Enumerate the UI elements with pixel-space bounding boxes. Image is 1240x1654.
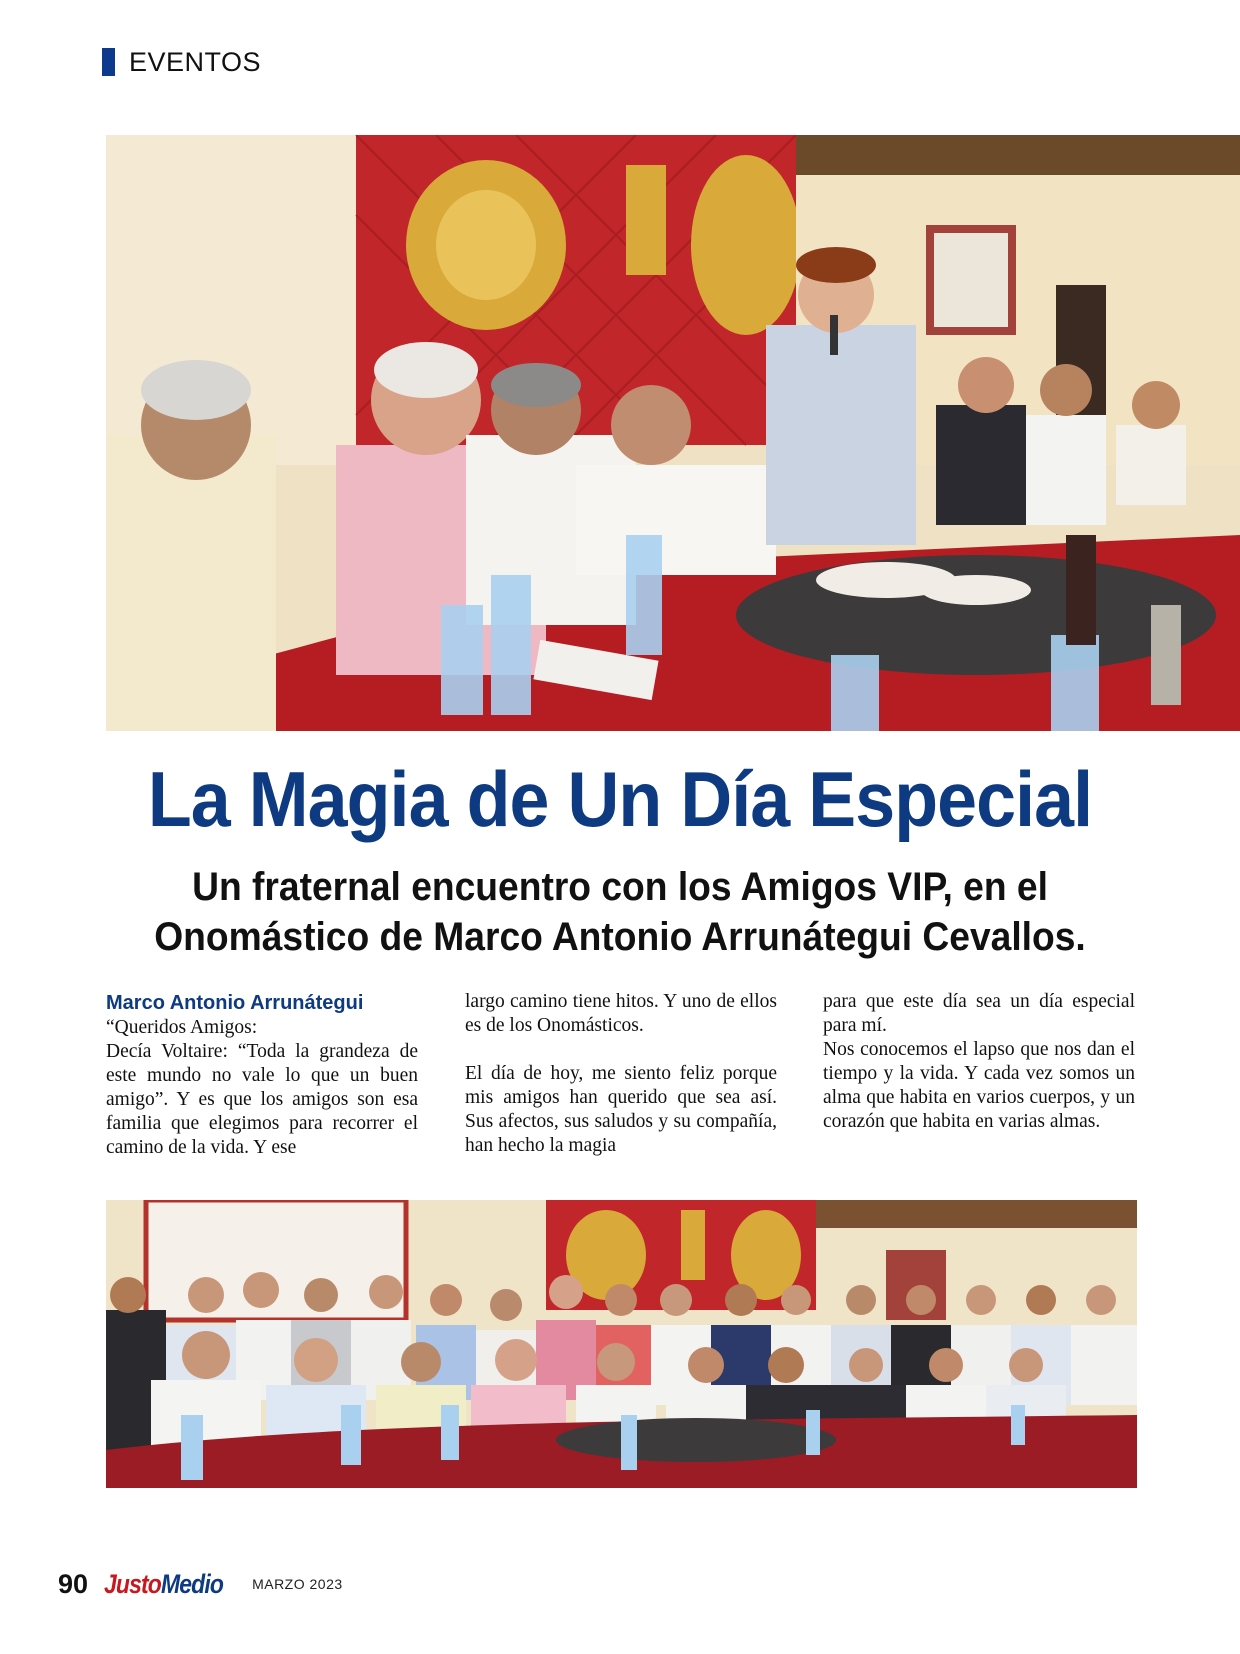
top-photo-image [106,135,1240,731]
col2-paragraph-1: largo camino tiene hitos. Y uno de ellos es de los Onomásticos. [465,991,777,1036]
bottom-photo-image [106,1200,1137,1488]
text-column-1 [106,990,418,1160]
col1-paragraph: Decía Voltaire: “Toda la grandeza de este mundo no vale lo que un buen amigo”. Y es que los amigos son esa familia que elegimos para recorrer el camino de la vida. Y ese [106,1041,418,1158]
col2-paragraph-2: El día de hoy, me siento feliz porque mis amigos han querido que sea así. Sus afectos, sus saludos y su compañía, han hecho la magia [465,1063,777,1156]
bottom-photo [106,1200,1137,1488]
byline: Marco Antonio Arrunátegui [106,992,364,1014]
section-header [102,47,261,77]
article-subtitle [43,862,1196,962]
magazine-logo [104,1569,223,1600]
page-number: 90 [58,1568,89,1599]
issue-date: MARZO 2023 [252,1576,343,1592]
text-column-2 [465,990,777,1158]
logo-part-2: Medio [161,1568,224,1599]
col3-paragraph-2: Nos conocemos el lapso que nos dan el tiempo y la vida. Y cada vez somos un alma que habita en varios cuerpos, y un corazón que habita en varias almas. [823,1039,1135,1132]
section-label: EVENTOS [129,46,262,77]
page-footer [58,1566,343,1602]
subtitle-line-2: Onomástico de Marco Antonio Arrunátegui Cevallos. [154,915,1086,959]
subtitle-line-1: Un fraternal encuentro con los Amigos VIP, en el [192,865,1048,909]
col1-greeting: “Queridos Amigos: [106,1017,258,1038]
article-title: La Magia de Un Día Especial [147,755,1093,843]
top-photo [106,135,1240,731]
text-column-3 [823,990,1135,1134]
section-bar [102,48,115,76]
logo-part-1: Justo [104,1568,162,1599]
col3-paragraph-1: para que este día sea un día especial para mí. [823,991,1135,1036]
